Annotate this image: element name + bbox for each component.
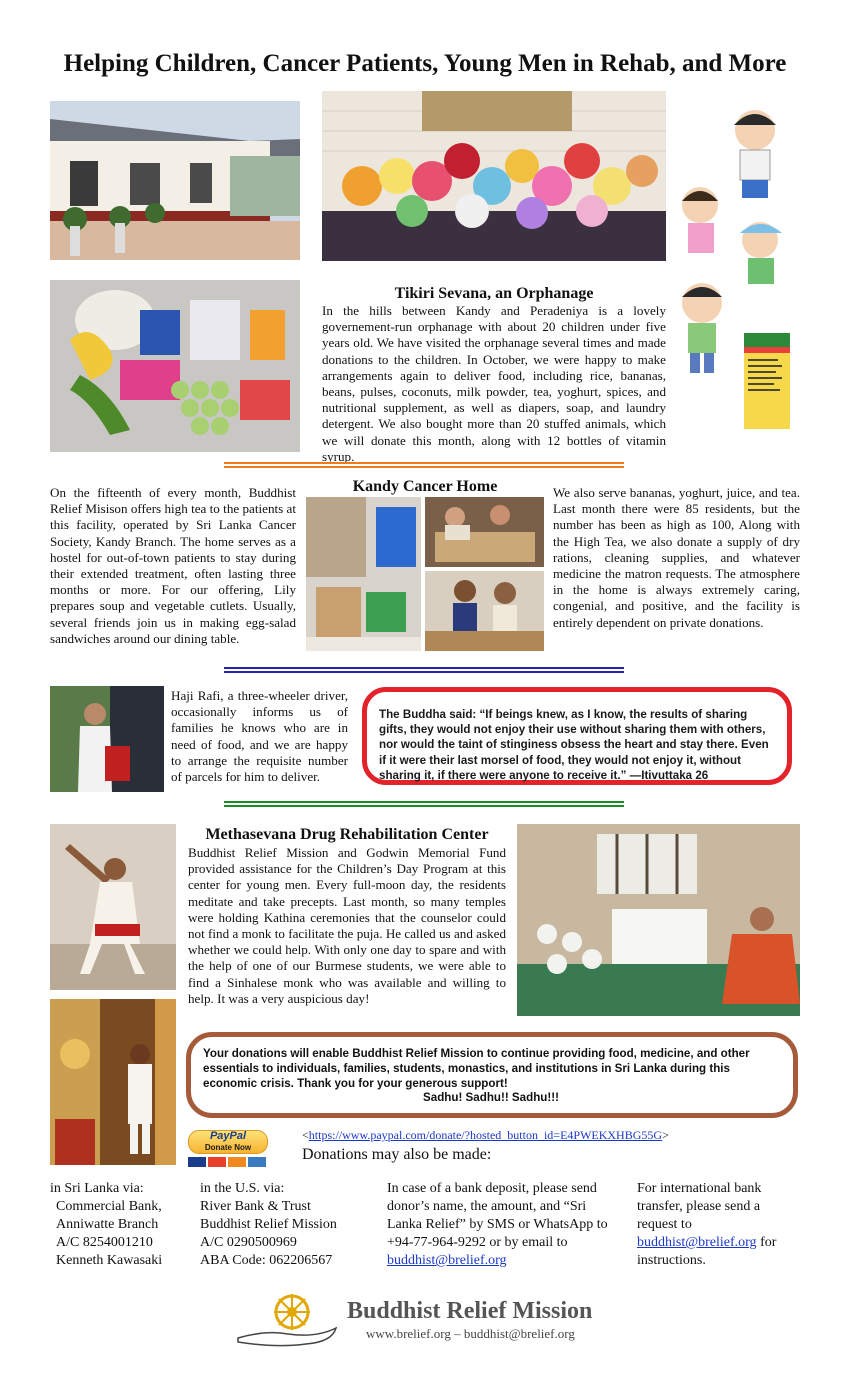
orange-divider: [224, 462, 624, 468]
cancer-home-photo-3: [425, 571, 544, 651]
sri-lanka-line: A/C 8254001210: [56, 1235, 153, 1250]
cancer-home-heading: Kandy Cancer Home: [352, 478, 498, 495]
shrine-photo: [50, 999, 176, 1165]
dharma-wheel-hand-icon: [236, 1290, 340, 1348]
paypal-logo-text: PayPal: [209, 1130, 247, 1142]
cancer-home-photo-2: [425, 497, 544, 567]
green-divider: [224, 801, 624, 807]
blue-divider: [224, 667, 624, 673]
cancer-home-right-text: We also serve bananas, yoghurt, juice, and tea. Last month there were 85 residents, but the number has been as high as 100, Along with the High Tea, we also donate a supply of dry rations, cleaning supplies, and whatever medicine the matron requests. The atmosphere in the home is always extremely caring, congenial, and positive, and the facility is entirely dependent on private donations.: [553, 485, 800, 630]
rehab-text: Buddhist Relief Mission and Godwin Memorial Fund provided assistance for the Children’s Day Program at this center for young men. Every full-moon day, the residents meditate and take precepts. Last month, so many temples were holding Kathina ceremonies that the counselor could not find a monk to facilitate the puja. He called us and asked whether we could help. With only one day to spare and with the help of one of our Burmese students, we were able to find a Sinhalese monk who was available and willing to help. It was a very auspicious day!: [188, 845, 506, 1006]
groceries-photo: [50, 280, 300, 452]
link-suffix: >: [662, 1128, 669, 1142]
buddha-quote-text: The Buddha said: “If beings knew, as I know, the results of sharing gifts, they would not enjoy their use without sharing them with others, nor would the taint of stinginess obsess the heart and stay there. Even if it were their last morsel of food, they would not enjoy it, without sharing it, if there were anyone to receive it.” —Itivuttaka 26: [379, 708, 769, 782]
haji-rafi-text: Haji Rafi, a three-wheeler driver, occasionally informs us of families he knows who are in need of food, and we are happy to arrange the requisite number of parcels for him to deliver.: [171, 688, 348, 785]
sri-lanka-line: Kenneth Kawasaki: [56, 1253, 163, 1268]
link-prefix: <: [302, 1128, 309, 1142]
donation-appeal-text: Your donations will enable Buddhist Relief Mission to continue providing food, medicine, and other essentials to individuals, families, students, monastics, and institutions in Sri Lanka during this economic crisis. Thank you for your generous support!: [203, 1047, 750, 1090]
dancer-photo: [50, 824, 176, 990]
vitamin-syrup-box-photo: [744, 333, 790, 429]
footer-org-name: Buddhist Relief Mission: [347, 1298, 593, 1324]
monk-teaching-photo: [517, 824, 800, 1016]
intl-text: For international bank transfer, please send a request to: [637, 1181, 762, 1232]
orphanage-heading: Tikiri Sevana, an Orphanage: [394, 285, 594, 302]
footer-contact: www.brelief.org – buddhist@brelief.org: [366, 1326, 575, 1341]
haji-rafi-photo: [50, 686, 164, 792]
orphanage-text: In the hills between Kandy and Peradeniya is a lovely governement-run orphanage with about 20 children under five years old. We have visited the orphanage several times and made donations to the children. In October, we were happy to make arrangements again to deliver food, including rice, bananas, beans, pulses, coconuts, milk powder, tea, yoghurt, spices, and nutritional supplement, as well as diapers, soap, and laundry detergent. We also bought more than 20 stuffed animals, which we will donate this month, along with 12 bottles of vitamin syrup.: [322, 303, 666, 464]
paypal-link-line: [302, 1128, 669, 1143]
deposit-instructions: [387, 1180, 622, 1270]
sadhu-text: Sadhu! Sadhu!! Sadhu!!!: [423, 1091, 559, 1105]
intl-suffix: for instructions.: [637, 1235, 777, 1268]
us-line: ABA Code: 062206567: [200, 1253, 333, 1268]
us-bank-column: [200, 1180, 337, 1270]
international-instructions: [637, 1180, 802, 1270]
us-line: in the U.S. via:: [200, 1181, 285, 1196]
us-line: A/C 0290500969: [200, 1235, 297, 1250]
orphanage-house-photo: [50, 101, 300, 260]
us-line: River Bank & Trust: [200, 1199, 311, 1214]
rehab-heading: Methasevana Drug Rehabilitation Center: [205, 826, 489, 843]
donations-also-text: Donations may also be made:: [302, 1146, 492, 1163]
sri-lanka-line: Commercial Bank,: [56, 1199, 162, 1214]
sri-lanka-bank-column: [50, 1180, 162, 1270]
intl-email-link[interactable]: buddhist@brelief.org: [637, 1235, 757, 1250]
paypal-donate-button[interactable]: [188, 1130, 268, 1166]
donation-appeal-box: [186, 1032, 798, 1118]
paypal-button-text: Donate Now: [204, 1143, 252, 1152]
stuffed-animals-photo: [322, 91, 666, 261]
sri-lanka-line: Anniwatte Branch: [56, 1217, 159, 1232]
card-logos-icon: [188, 1157, 268, 1167]
buddha-quote-box: [362, 687, 792, 785]
sri-lanka-line: in Sri Lanka via:: [50, 1181, 144, 1196]
deposit-text: In case of a bank deposit, please send donor’s name, the amount, and “Sri Lanka Relief” by SMS or WhatsApp to +94-77-964-9292 or by email to: [387, 1181, 608, 1250]
deposit-email-link[interactable]: buddhist@brelief.org: [387, 1253, 507, 1268]
cancer-home-photo-1: [306, 497, 421, 651]
cancer-home-left-text: On the fifteenth of every month, Buddhist Relief Misison offers high tea to the patients at this facility, operated by Sri Lanka Cancer Society, Kandy Branch. The home serves as a hostel for out-of-town patients to stay during their extended treatment, often lasting three months or more. For our offering, Lily prepares soup and vegetable cutlets. Usually, several friends join us in making egg-salad sandwiches around our dining table.: [50, 485, 296, 646]
us-line: Buddhist Relief Mission: [200, 1217, 337, 1232]
paypal-link[interactable]: https://www.paypal.com/donate/?hosted_button_id=E4PWEKXHBG55G: [308, 1128, 663, 1142]
page-title: Helping Children, Cancer Patients, Young Men in Rehab, and More: [63, 50, 787, 77]
